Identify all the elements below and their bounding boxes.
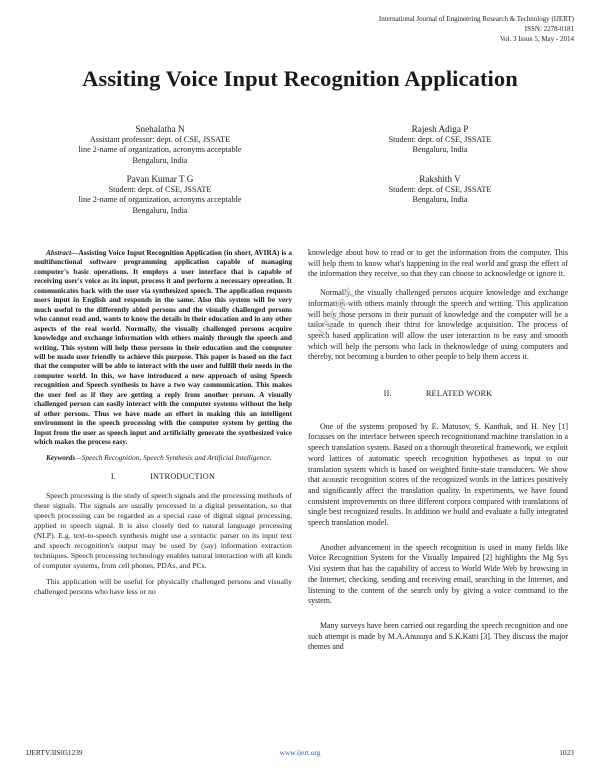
journal-header (379, 14, 574, 44)
journal-issn: ISSN: 2278-0181 (524, 25, 574, 33)
author-line: Bengaluru, India (412, 195, 468, 205)
body-paragraph: This application will be useful for physically challenged persons and visually challenged persons who have less or no (34, 576, 292, 596)
author-name: Rakshith V (419, 174, 461, 184)
keywords (34, 453, 292, 462)
abstract-lead: Abstract (46, 248, 72, 257)
section-title: RELATED WORK (425, 389, 493, 399)
body-paragraph: knowledge about how to read or to get the information from the computer. This will help them to know what's happening in the real world and grasp the effect of the information they receive, so that they can choose to acknowledge or ignore it. (308, 248, 568, 279)
author-line: line 2-name of organization, acronyms acceptable (78, 195, 242, 205)
abstract (34, 248, 292, 447)
author-block (310, 124, 570, 156)
footer-page-number: 1023 (559, 748, 574, 757)
keywords-text: —Speech Recognition, Speech Synthesis and Artificial Intelligence. (75, 452, 272, 462)
body-paragraph: Normally, the visually challenged persons acquire knowledge and exchange information with others mainly through the speech and writing. This application will help those persons in their pursuit of knowledge and the computer will be a tailor-made to quench their thirst for knowledge acquisition. The process of speech based application will allow the user interaction to be easy and smooth which will help the persons who lack in theknowledge of using computers and thereby, not becoming a burden to other people to help them access it. (308, 288, 568, 362)
journal-volume: Vol. 3 Issue 5, May - 2014 (499, 35, 574, 43)
left-column (34, 248, 292, 603)
footer-url[interactable]: www.ijert.org (279, 748, 321, 757)
author-block (310, 174, 570, 206)
author-line: line 2-name of organization, acronyms acceptable (78, 145, 242, 155)
author-block (30, 174, 290, 216)
author-line: Bengaluru, India (132, 205, 188, 215)
section-heading-related-work (308, 389, 568, 400)
body-paragraph: Many surveys have been carried out regarding the speech recognition and one such attempt is made by M.A.Anusuya and S.K.Katti [3]. They discuss the major themes and (308, 620, 568, 652)
section-heading-introduction (34, 472, 292, 482)
keywords-lead: Keywords (46, 452, 76, 462)
author-line: Bengaluru, India (412, 145, 468, 155)
paper-title: Assiting Voice Input Recognition Application (82, 66, 518, 91)
author-name: Snehalatha N (135, 124, 185, 134)
author-line: Student: dept. of CSE, JSSATE (388, 134, 492, 144)
author-line: Student: dept. of CSE, JSSATE (108, 184, 212, 194)
body-paragraph: Another advancement in the speech recognition is used in many fields like Voice Recognition System for the Visually Impaired [2] highlights the Mg Sys Visi system that has the capability of access to World Wide Web by browsing in the Internet, checking, sending and receiving email, searching in the Internet, and listening to the content of the search only by giving a voice command to the system. (308, 542, 568, 606)
footer-paper-id: IJERTV3IS051239 (26, 748, 83, 757)
author-name: Pavan Kumar T G (126, 174, 194, 184)
author-line: Assistant professor: dept. of CSE, JSSATE (89, 134, 231, 144)
section-number: II. (383, 389, 392, 399)
author-line: Bengaluru, India (132, 155, 188, 165)
abstract-text: —Assisting Voice Input Recognition Application (in short, AVIRA) is a multifunctional software programming application capable of managing computer's basic operations. It employs a user interface that is capable of receiving user's voice as its input, process it and perform a necessary operation. It communicates back with the user via synthesized speech. The application requests users input in English and responds in the same. Also this system will be very much useful to the differently abled persons and the visually challenged persons who cannot read and, wants to know the details in their education and in any other aspects of the real world. Normally, the visually challenged persons acquire knowledge and exchange information with others mainly through the speech and writing. This system will help those persons in their education and the computer will be made user friendly to achieve this purpose. This paper is based on the fact that the computer will be able to interact with the user and fulfill their needs in the computer world. In this, we have introduced a new approach of using Speech recognition and Speech synthesis to have a two way communication. This makes the user feel as if they are getting a reply from another person. A visually challenged person can easily interact with the computer systems without the help of other persons. Thus we have made an effort in making this an intelligent environment in the speech processing with the computer system by getting the Input from the user as speech input and artificially generate the synthesized voice which makes the process easy. (34, 248, 292, 447)
section-title: INTRODUCTION (150, 471, 216, 481)
body-paragraph: Speech processing is the study of speech signals and the processing methods of these signals. The signals are usually processed in a digital presentation, so that speech processing can be regarded as a special case of digital signal processing, applied to speech signal. It is also closely tied to natural language processing (NLP). E.g. text-to-speech synthesis might use a syntactic parser on its input text and speech recognition's output may be used by (say) information extraction techniques. Speech processing technology enables natural interaction with all kinds of computer systems, from cell phones, PDAs, and PCs. (34, 490, 292, 570)
author-name: Rajesh Adiga P (411, 124, 469, 134)
body-paragraph: One of the systems proposed by E. Matusov, S. Kanthak, and H. Ney [1] focusses on the interface between speech recognitionand machine translation in a speech translation system. Based on a thorough theoretical framework, we exploit word lattices of automatic speech recognition hypotheses as input to our translation system which is based on weighted finite-state transducers. We show that acoustic recognition scores of the recognized words in the lattices positively and significantly affect the translation quality. In experiments, we have found consistent improvements on three different corpora compared with translations of single best recognized results. In addition we build and evaluate a fully integrated speech translation model. (308, 421, 568, 528)
section-number: I. (110, 471, 117, 481)
journal-name: International Journal of Engineering Research & Technology (IJERT) (378, 15, 574, 23)
author-block (30, 124, 290, 166)
watermark: IJERT (315, 282, 362, 340)
author-line: Student: dept. of CSE, JSSATE (388, 184, 492, 194)
